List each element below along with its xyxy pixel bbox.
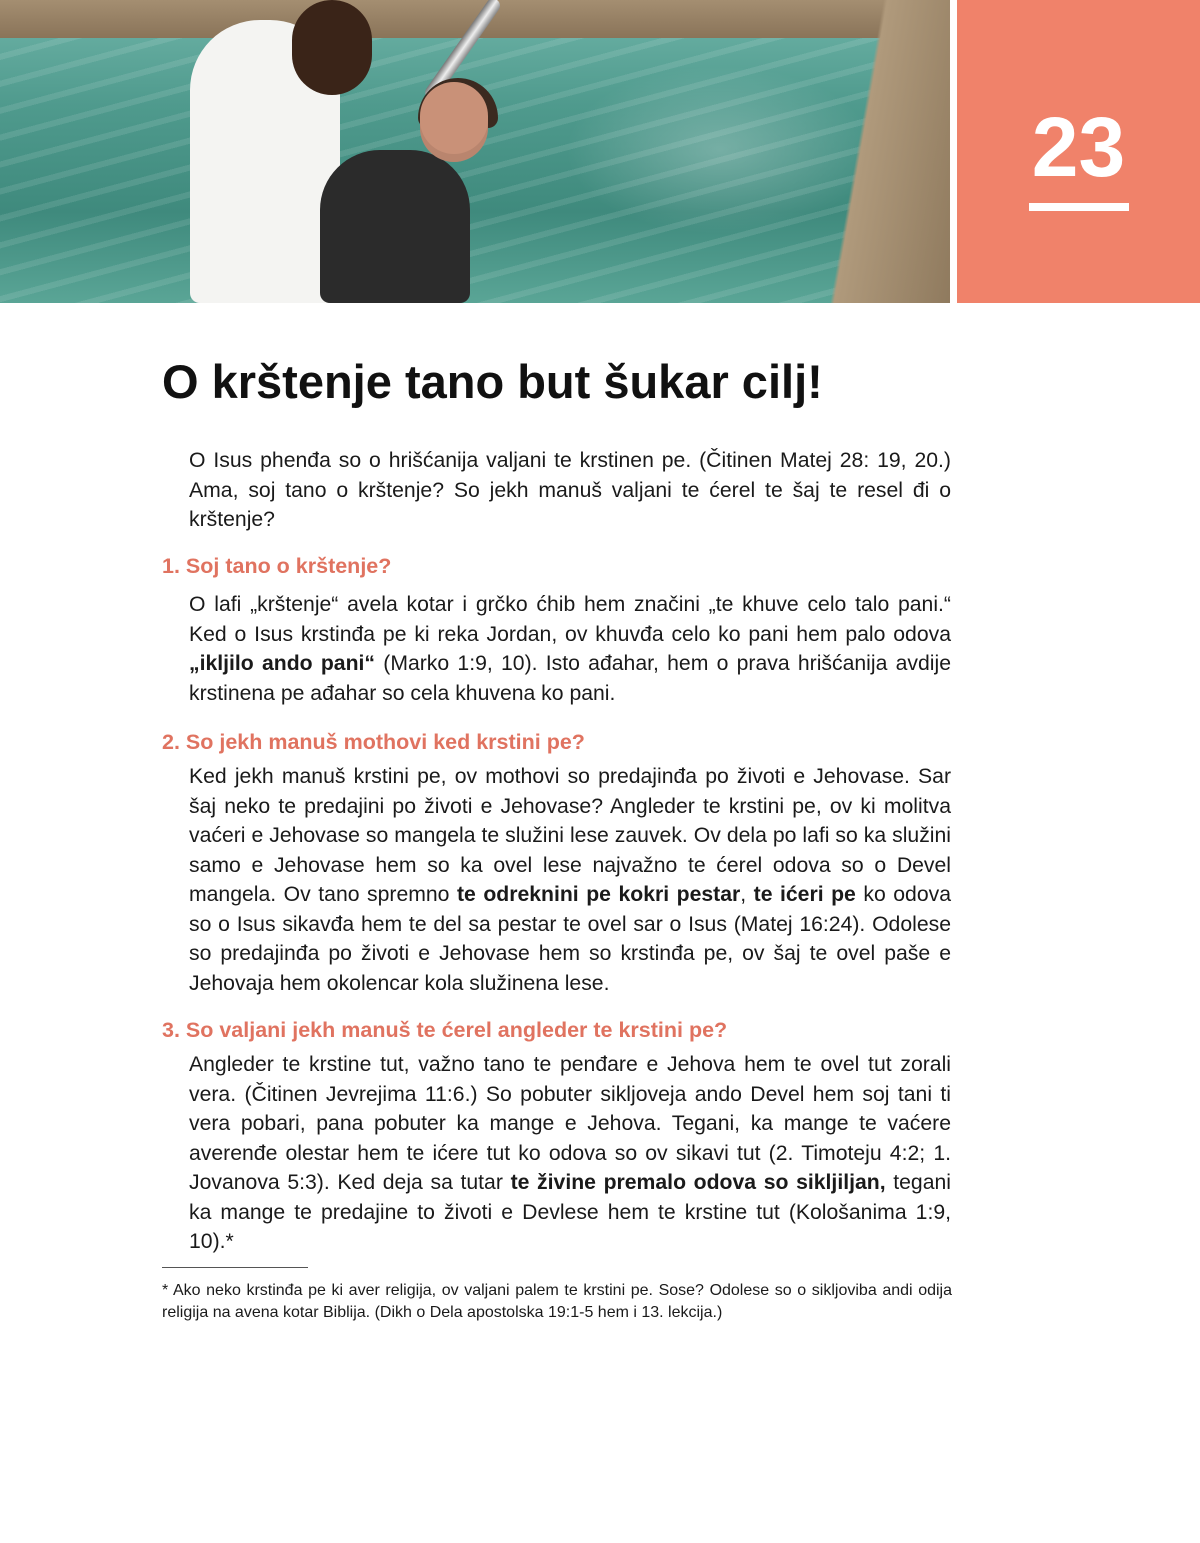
text-run: O lafi „krštenje“ avela kotar i grčko ćhib hem značini „te khuve celo talo pani.“ Ked o Isus krstinđa pe ki reka Jordan, ov khuvđa celo ko pani hem palo odova <box>189 593 951 646</box>
lesson-number-underline <box>1029 203 1129 211</box>
page-title: O krštenje tano but šukar cilj! <box>162 355 823 408</box>
bold-text: te ićeri pe <box>753 883 856 906</box>
section-heading-2: 2. So jekh manuš mothovi ked krstini pe? <box>162 730 585 754</box>
text-run: tegani ka mange te predajine to životi e Devlese hem te krstine tut (Kološanima 1:9, 10).* <box>189 1171 951 1253</box>
text-run: , <box>740 883 754 906</box>
intro-paragraph: O Isus phenđa so o hrišćanija valjani te krstinen pe. (Čitinen Matej 28: 19, 20.) Ama, soj tano o krštenje? So jekh manuš valjani te ćerel te šaj te resel đi o krštenje? <box>189 449 951 531</box>
text-run: ko odova so o Isus sikavđa hem te del sa pestar te ovel sar o Isus (Matej 16:24). Odolese so predajinđa po životi e Jehovase hem so krstinđa pe, ov šaj te ovel paše e Jehovaja hem okolencar kola služinena lese. <box>189 883 951 995</box>
woman-head <box>420 82 488 162</box>
section-heading-3: 3. So valjani jekh manuš te ćerel angleder te krstini pe? <box>162 1018 728 1042</box>
text-run: Ked jekh manuš krstini pe, ov mothovi so predajinđa po životi e Jehovase. Sar šaj neko te predajini po životi e Jehovase? Angleder te krstini pe, ov ki molitva vaćeri e Jehovase so mangela te služini lese zauvek. Ov dela po lafi so ka služini samo e Jehovase hem so ka ovel lese najvažno te ćerel odova so o Devel mangela. Ov tano spremno <box>189 765 951 906</box>
hero-photo <box>0 0 950 303</box>
lesson-number: 23 <box>1031 100 1126 194</box>
bold-text: te živine premalo odova so sikljiljan, <box>510 1171 886 1194</box>
woman-figure <box>320 150 470 303</box>
text-run: Angleder te krstine tut, važno tano te penđare e Jehova hem te ovel tut zorali vera. (Čitinen Jevrejima 11:6.) So pobuter sikljoveja ando Devel hem soj tani ti vera pobari, pana pobuter ka mange e Jehova. Tegani, ka mange te vaćere averenđe olestar hem te ićere tut ko odova so ov sikavi tut (2. Timoteju 4:2; 1. Jovanova 5:3). Ked deja sa tutar <box>189 1053 951 1194</box>
lesson-number-box <box>957 0 1200 303</box>
pool-steps <box>810 0 950 303</box>
man-head <box>292 0 372 95</box>
bold-text: „ikljilo ando pani“ <box>189 652 376 675</box>
section-paragraph-1 <box>189 590 951 708</box>
footnote-divider <box>162 1267 308 1268</box>
section-heading-1: 1. Soj tano o krštenje? <box>162 554 392 578</box>
section-paragraph-2 <box>189 762 951 998</box>
footnote: * Ako neko krstinđa pe ki aver religija, ov valjani palem te krstini pe. Sose? Odolese so o sikljoviba andi odija religija na avena kotar Biblija. (Dikh o Dela apostolska 19:1-5 hem i 13. lekcija.) <box>162 1282 952 1321</box>
section-paragraph-3 <box>189 1050 951 1257</box>
text-run: (Marko 1:9, 10). Isto ađahar, hem o prava hrišćanija avdije krstinena pe ađahar so cela khuvena ko pani. <box>189 652 951 705</box>
bold-text: te odreknini pe kokri pestar <box>456 883 741 906</box>
